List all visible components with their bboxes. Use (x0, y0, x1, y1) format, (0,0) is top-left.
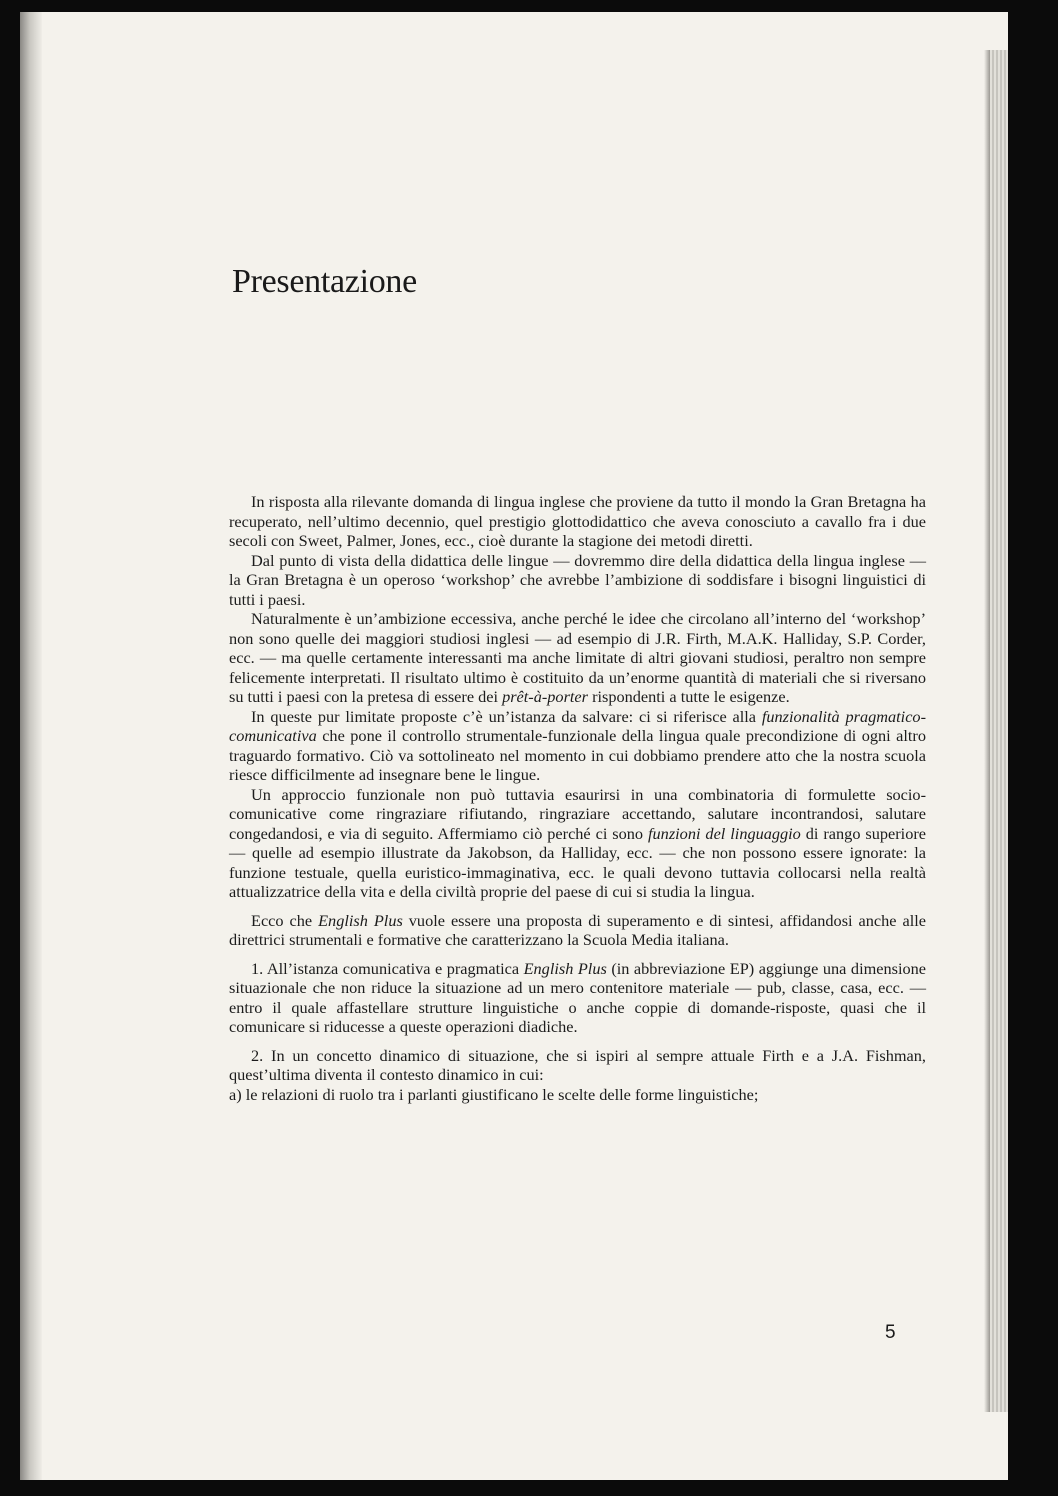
italic-term: funzioni del linguaggio (648, 823, 801, 843)
text-run: che pone il controllo strumentale-funzionale della lingua quale precondizione di ogni altro traguardo formativo. Ciò va sottolineato nel momento in cui dobbiamo prendere atto che la nostra scuola riesce difficilmente ad insegnare bene le lingue. (229, 726, 926, 784)
text-run: 1. All’istanza comunicativa e pragmatica (251, 958, 524, 978)
paragraph (229, 911, 926, 950)
italic-term: English Plus (523, 958, 607, 978)
italic-term: prêt-à-porter (502, 687, 588, 706)
page-number: 5 (885, 1322, 896, 1343)
text-run: In queste pur limitate proposte c’è un’istanza da salvare: ci si riferisce alla (251, 706, 762, 726)
paragraph (229, 785, 926, 902)
text-run: Naturalmente è un’ambizione eccessiva, anche perché le idee che circolano all’interno del ‘workshop’ non sono quelle dei maggiori studiosi inglesi — ad esempio di J.R. Firth, M.A.K. Halliday, S.P. Corder, ecc. — ma quelle certamente interessanti ma anche limitate di altri giovani studiosi, peraltro non sempre felicemente interpretati. Il risultato ultimo è costituito da un’enorme quantità di materiali che si riversano su tutti i paesi con la pretesa di essere dei (229, 609, 926, 706)
italic-term: funzionalità pragmatico-comunicativa (229, 706, 926, 745)
body-text (229, 492, 926, 1104)
book-page (20, 12, 1008, 1480)
page-title: Presentazione (232, 262, 417, 300)
text-run: di rango superiore — quelle ad esempio illustrate da Jakobson, da Halliday, ecc. — che non possono essere ignorate: la funzione testuale, quella euristico-immaginativa, ecc. le quali devono tuttavia collocarsi nella realtà attualizzatrice della vita e della civiltà proprie del paese di cui si studia la lingua. (229, 823, 926, 901)
italic-term: English Plus (318, 910, 403, 930)
page-gutter (20, 12, 42, 1480)
text-run: vuole essere una proposta di superamento e di sintesi, affidandosi anche alle direttrici strumentali e formative che caratterizzano la Scuola Media italiana. (229, 910, 926, 949)
paragraph: In risposta alla rilevante domanda di lingua inglese che proviene da tutto il mondo la Gran Bretagna ha recuperato, nell’ultimo decennio, quel prestigio glottodidattico che aveva conosciuto a cavallo fra i due secoli con Sweet, Palmer, Jones, ecc., cioè durante la stagione dei metodi diretti. (229, 492, 926, 550)
text-run: (in abbreviazione EP) aggiunge una dimensione situazionale che non riduce la situazione ad un mero contenitore materiale — pub, classe, casa, ecc. — entro il quale affastellare strutture linguistiche o anche coppie di domande-risposte, quasi che il comunicare si riducesse a queste operazioni diadiche. (229, 958, 926, 1036)
paragraph: Dal punto di vista della didattica delle lingue — dovremmo dire della didattica della lingua inglese — la Gran Bretagna è un operoso ‘workshop’ che avrebbe l’ambizione di soddisfare i bisogni linguistici di tutti i paesi. (229, 550, 926, 609)
paragraph (229, 609, 926, 707)
text-run: Ecco che (251, 910, 319, 930)
list-item: a) le relazioni di ruolo tra i parlanti giustificano le scelte delle forme linguistiche; (229, 1084, 759, 1104)
page-edges (990, 50, 1008, 1412)
text-run: rispondenti a tutte le esigenze. (588, 687, 790, 706)
paragraph (229, 707, 926, 785)
numbered-paragraph (229, 959, 926, 1037)
text-run: Un approccio funzionale non può tuttavia esaurirsi in una combinatoria di formulette socio-comunicative come ringraziare rifiutando, ringraziare accettando, salutare incontrandosi, salutare congedandosi, e via di seguito. Affermiamo ciò perché ci sono (229, 784, 926, 843)
numbered-paragraph: 2. In un concetto dinamico di situazione, che si ispiri al sempre attuale Firth e a J.A. Fishman, quest’ultima diventa il contesto dinamico in cui: (229, 1045, 926, 1084)
